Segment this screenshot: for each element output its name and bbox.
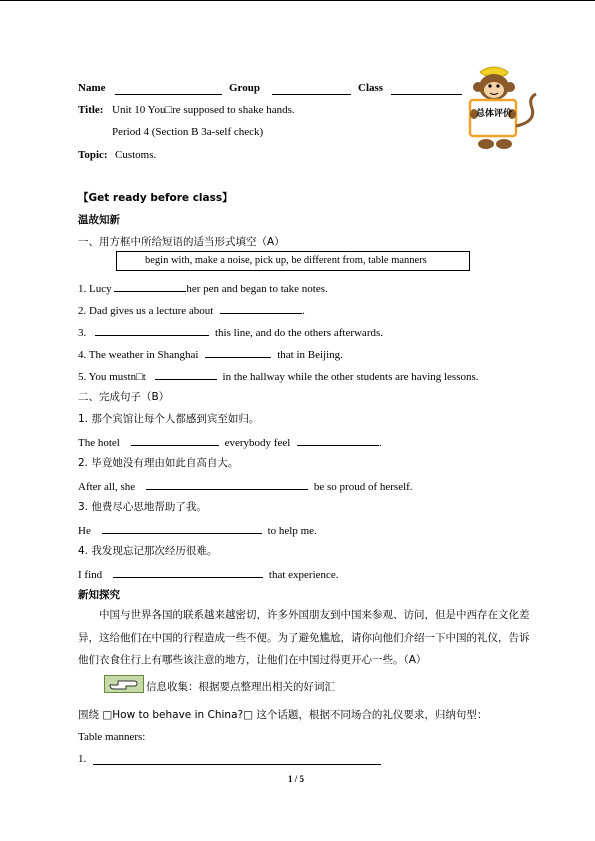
group-blank[interactable] [272, 94, 351, 95]
part1-item-3-blank[interactable] [95, 324, 209, 336]
part2-item-1-blank-2[interactable] [297, 434, 379, 446]
section-get-ready: 【Get ready before class】 [78, 192, 233, 204]
part2-item-1-blank-1[interactable] [131, 434, 219, 446]
part2-item-3-blank[interactable] [102, 522, 262, 534]
page-top-border [0, 0, 595, 1]
pointing-hand-icon [104, 675, 144, 693]
new-knowledge-paragraph: 中国与世界各国的联系越来越密切，许多外国朋友到中国来参观、访问，但是中西存在文化差异，这给他们在中国的行程造成一些不便。为了避免尴尬，请你向他们介绍一下中国的礼仪，告诉他们衣食住行上有哪些该注意的地方，让他们在中国过得更开心一些。（A） [78, 609, 530, 666]
phrase-box [116, 251, 470, 271]
name-label: Name [78, 82, 106, 94]
new-knowledge-heading: 新知探究 [78, 589, 120, 601]
part2-item-4-blank[interactable] [113, 566, 263, 578]
group-label: Group [229, 82, 260, 94]
info-collection-label: 信息收集：根据要点整理出相关的好词汇 [146, 681, 335, 693]
part2-item-2-en: After all, she be so proud of herself. [78, 478, 413, 494]
phrase-box-text: begin with, make a noise, pick up, be different from, table manners [145, 255, 427, 266]
page-number: 1 / 5 [288, 774, 305, 784]
period-text: Period 4 (Section B 3a-self check) [112, 126, 264, 138]
part1-item-1: 1. Lucy her pen and began to take notes. [78, 280, 328, 296]
evaluation-badge-text: 总体评价 [476, 109, 513, 119]
answer-item-1-line[interactable] [93, 764, 381, 765]
name-blank[interactable] [115, 94, 222, 95]
part1-item-2-blank[interactable] [220, 302, 302, 314]
part2-item-1-cn: 1. 那个宾馆让每个人都感到宾至如归。 [78, 413, 260, 425]
table-manners-label: Table manners: [78, 731, 146, 743]
topic-label: Topic: [78, 149, 108, 161]
part2-item-2-blank[interactable] [146, 478, 308, 490]
part2-item-3-cn: 3. 他费尽心思地帮助了我。 [78, 501, 207, 513]
title-label: Title: [78, 104, 104, 116]
class-blank[interactable] [391, 94, 462, 95]
part1-heading: 一、用方框中所给短语的适当形式填空（A） [78, 236, 285, 248]
part1-item-5-blank[interactable] [155, 368, 217, 380]
part1-item-4-blank[interactable] [205, 346, 271, 358]
class-label: Class [358, 82, 384, 94]
part2-item-3-en: He to help me. [78, 522, 317, 538]
part2-item-1-en: The hotel everybody feel . [78, 434, 382, 450]
answer-item-1-label: 1. [78, 753, 87, 765]
part1-item-4: 4. The weather in Shanghai that in Beijing. [78, 346, 343, 362]
part2-item-4-en: I find that experience. [78, 566, 339, 582]
review-heading: 温故知新 [78, 214, 120, 226]
part2-heading: 二、完成句子（B） [78, 391, 170, 403]
topic-text: Customs. [115, 149, 157, 161]
title-text: Unit 10 You□re supposed to shake hands. [112, 104, 295, 116]
part2-item-4-cn: 4. 我发现忘记那次经历很难。 [78, 545, 218, 557]
part1-item-5: 5. You mustn□t in the hallway while the other students are having lessons. [78, 368, 479, 384]
part1-item-3: 3. this line, and do the others afterwards. [78, 324, 383, 340]
instruction-text: 围绕 □How to behave in China?□ 这个话题，根据不同场合的礼仪要求，归纳句型： [78, 709, 488, 721]
part1-item-2: 2. Dad gives us a lecture about . [78, 302, 305, 318]
part1-item-1-blank[interactable] [114, 280, 186, 292]
part2-item-2-cn: 2. 毕竟她没有理由如此自高自大。 [78, 457, 239, 469]
